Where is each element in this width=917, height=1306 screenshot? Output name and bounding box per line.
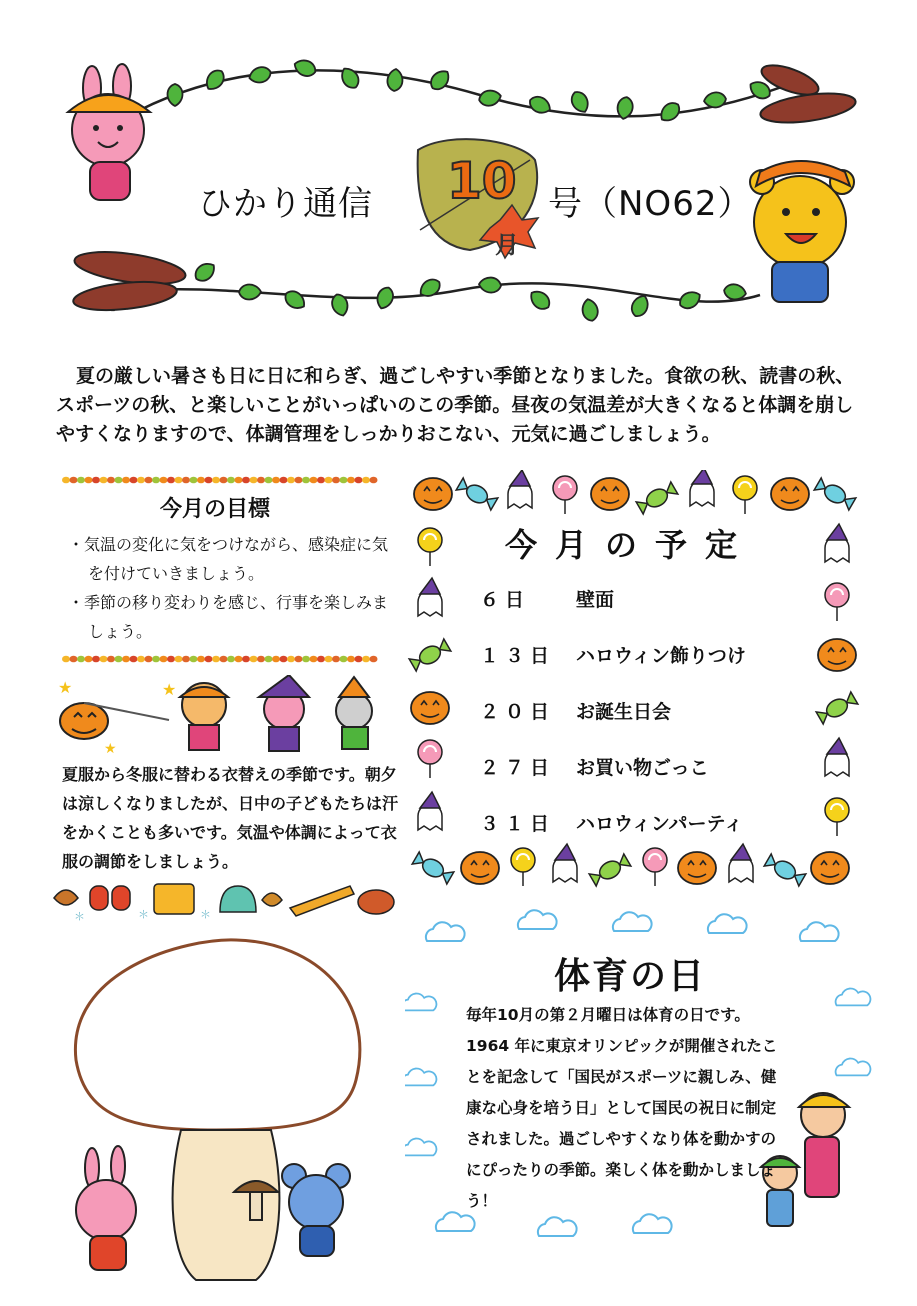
leaf-dot-icon	[362, 477, 370, 484]
vine-leaf-icon	[338, 65, 362, 92]
leaf-dot-icon	[85, 477, 93, 484]
leaf-dot-icon	[332, 477, 340, 484]
leaf-dot-icon	[107, 656, 115, 663]
leaf-dot-icon	[145, 477, 153, 484]
bunny-character-icon	[68, 64, 150, 200]
wrapped-candy-icon	[456, 477, 499, 511]
leaf-dot-icon	[235, 656, 243, 663]
schedule-row	[480, 697, 671, 724]
leaf-dot-icon	[302, 656, 310, 663]
leaf-dot-icon	[190, 656, 198, 663]
leaf-icon	[262, 893, 282, 906]
leaf-dot-icon	[152, 477, 160, 484]
leaf-dot-icon	[265, 656, 273, 663]
leaf-dot-icon	[70, 477, 78, 484]
jack-o-lantern-icon	[60, 703, 108, 739]
leaf-dot-icon	[257, 477, 265, 484]
cloud-icon	[538, 1217, 577, 1236]
leaf-dot-icon	[145, 656, 153, 663]
leaf-dot-icon	[100, 477, 108, 484]
vine-leaf-icon	[677, 288, 703, 312]
mushroom-frame-illustration	[56, 930, 401, 1300]
leaf-dot-icon	[280, 477, 288, 484]
svg-text:＊: ＊	[200, 908, 211, 921]
lollipop-icon	[511, 848, 535, 886]
vine-leaf-icon	[427, 67, 453, 93]
lollipop-icon	[825, 798, 849, 836]
goals-heading: 今月の目標	[160, 497, 271, 522]
ghost-witch-icon	[418, 578, 442, 616]
leaf-dot-icon	[190, 477, 198, 484]
leaf-dot-icon	[220, 656, 228, 663]
vine-leaf-icon	[202, 67, 227, 94]
leaf-icon	[54, 890, 78, 905]
leaf-dot-icon	[272, 656, 280, 663]
bunny-character-icon	[76, 1146, 136, 1270]
star-icon: ★	[58, 678, 73, 697]
leaf-dot-icon	[77, 656, 85, 663]
knit-hat-icon	[220, 886, 256, 912]
ghost-witch-icon	[825, 738, 849, 776]
leaf-dot-icon	[362, 656, 370, 663]
ghost-witch-icon	[418, 792, 442, 830]
leaf-dot-icon	[325, 656, 333, 663]
leaf-dot-icon	[280, 656, 288, 663]
leaf-dot-icon	[242, 477, 250, 484]
lollipop-icon	[733, 476, 757, 514]
leaf-dot-icon	[302, 477, 310, 484]
leaf-dot-icon	[355, 656, 363, 663]
schedule-event: お買い物ごっこ	[576, 757, 709, 779]
leaf-dot-icon	[137, 477, 145, 484]
schedule-event: 壁面	[576, 589, 615, 611]
cloud-icon	[708, 914, 747, 933]
leaf-dot-icon	[70, 656, 78, 663]
jack-o-lantern-icon	[411, 692, 449, 724]
leaf-dot-icon	[130, 477, 138, 484]
leaf-dot-icon	[347, 477, 355, 484]
wrapped-candy-icon	[636, 481, 679, 515]
vine-leaf-icon	[568, 89, 591, 115]
jack-o-lantern-icon	[591, 478, 629, 510]
schedule-event: お誕生日会	[576, 701, 672, 723]
jack-o-lantern-icon	[461, 852, 499, 884]
leaf-dot-icon	[167, 656, 175, 663]
halloween-parade-illustration	[54, 675, 389, 755]
wrapped-candy-icon	[764, 853, 807, 887]
leaf-dot-icon	[115, 477, 123, 484]
vine-leaf-icon	[387, 68, 404, 91]
issue-month-number: 10	[447, 152, 517, 210]
leaf-dot-icon	[92, 656, 100, 663]
schedule-row	[480, 753, 709, 780]
schedule-day: １３日	[480, 645, 556, 667]
wrapped-candy-icon	[409, 638, 452, 672]
leaf-dot-icon	[77, 477, 85, 484]
leaf-dot-icon	[62, 656, 70, 663]
vine-leaf-icon	[580, 298, 599, 323]
leaf-dot-icon	[325, 477, 333, 484]
star-icon: ★	[162, 680, 177, 699]
leaf-dot-icon	[182, 477, 190, 484]
cloud-icon	[426, 922, 465, 941]
cloud-icon	[518, 910, 557, 929]
leaf-dot-icon	[107, 477, 115, 484]
jack-o-lantern-icon	[818, 639, 856, 671]
sweet-potato-icon	[72, 278, 178, 315]
leaf-dot-divider	[60, 652, 382, 666]
leaf-dot-icon	[227, 656, 235, 663]
lollipop-icon	[825, 583, 849, 621]
goals-list	[68, 530, 398, 646]
leaf-dot-icon	[272, 477, 280, 484]
leaf-dot-icon	[197, 656, 205, 663]
leaf-dot-icon	[115, 656, 123, 663]
goal-item: ・季節の移り変わりを感じ、行事を楽しみましょう。	[68, 593, 389, 641]
witch-bunny-icon	[259, 675, 309, 751]
leaf-dot-icon	[100, 656, 108, 663]
leaf-dot-icon	[257, 656, 265, 663]
leaf-dot-icon	[287, 477, 295, 484]
leaf-dot-icon	[175, 656, 183, 663]
cloud-icon	[800, 922, 839, 941]
cloud-icon	[836, 1058, 871, 1075]
issue-month-label: 月	[495, 231, 519, 259]
bear-character-icon	[750, 161, 854, 302]
leaf-dot-icon	[122, 656, 130, 663]
vine-leaf-icon	[657, 99, 683, 125]
leaf-dot-icon	[295, 477, 303, 484]
leaf-dot-icon	[227, 477, 235, 484]
mittens-icon	[90, 886, 130, 910]
vine-leaf-icon	[479, 277, 502, 293]
schedule-day: ２７日	[480, 757, 556, 779]
wrapped-candy-icon	[816, 691, 859, 725]
autumn-clothes-row	[50, 878, 395, 922]
sports-day-heading: 体育の日	[553, 956, 706, 997]
goal-item: ・気温の変化に気をつけながら、感染症に気を付けていきましょう。	[68, 535, 389, 583]
lollipop-icon	[418, 740, 442, 778]
leaf-dot-icon	[130, 656, 138, 663]
vine-leaf-icon	[527, 287, 553, 313]
wrapped-candy-icon	[589, 853, 632, 887]
leaf-dot-icon	[197, 477, 205, 484]
leaf-dot-icon	[85, 656, 93, 663]
leaf-dot-icon	[265, 477, 273, 484]
leaf-dot-icon	[212, 656, 220, 663]
vine-leaf-icon	[629, 293, 652, 319]
leaf-dot-icon	[152, 656, 160, 663]
leaf-dot-icon	[220, 477, 228, 484]
ghost-witch-icon	[508, 470, 532, 508]
cloud-icon	[633, 1214, 672, 1233]
schedule-event: ハロウィン飾りつけ	[576, 645, 746, 667]
leaf-dot-icon	[250, 656, 258, 663]
schedule-row	[480, 585, 614, 612]
ghost-witch-icon	[729, 844, 753, 882]
leaf-dot-icon	[355, 477, 363, 484]
leaf-dot-icon	[370, 477, 378, 484]
schedule-heading: 今月の予定	[504, 526, 755, 564]
beret-hat-icon	[358, 890, 394, 914]
mushroom-stem	[173, 1130, 280, 1280]
vine-leaf-icon	[168, 84, 183, 106]
wrapped-candy-icon	[814, 477, 857, 511]
leaf-dot-icon	[287, 656, 295, 663]
sports-day-text: 毎年10月の第２月曜日は体育の日です。1964 年に東京オリンピックが開催されたことを記念して「国民がスポーツに親しみ、健康な心身を培う日」として国民の祝日に制定されました。過ごしやすくなり体を動かすのにぴったりの季節。楽しく体を動かしましょう！	[466, 1006, 778, 1210]
intro-paragraph: 夏の厳しい暑さも日に日に和らぎ、過ごしやすい季節となりました。食欲の秋、読書の秋、スポーツの秋、と楽しいことがいっぱいのこの季節。昼夜の気温差が大きくなると体調を崩しやすくなりますので、体調管理をしっかりおこない、元気に過ごしましょう。	[56, 365, 855, 445]
jack-o-lantern-icon	[678, 852, 716, 884]
leaf-dot-icon	[182, 656, 190, 663]
leaf-dot-icon	[92, 477, 100, 484]
leaf-dot-icon	[242, 656, 250, 663]
ghost-witch-icon	[553, 844, 577, 882]
schedule-row	[480, 641, 746, 668]
vine-leaf-icon	[239, 284, 261, 299]
jack-o-lantern-icon	[414, 478, 452, 510]
vine-leaf-icon	[192, 259, 219, 284]
leaf-dot-icon	[317, 477, 325, 484]
vine-leaf-icon	[292, 57, 318, 79]
leaf-dot-icon	[205, 477, 213, 484]
wrapped-candy-icon	[412, 851, 455, 885]
schedule-day: ２０日	[480, 701, 556, 723]
mushroom-cap	[75, 940, 359, 1130]
leaf-dot-icon	[295, 656, 303, 663]
leaf-dot-icon	[205, 656, 213, 663]
svg-text:＊: ＊	[74, 910, 85, 922]
issue-number: 号（NO62）	[548, 184, 753, 224]
schedule-row	[480, 809, 743, 836]
seasonal-clothing-note: 夏服から冬服に替わる衣替えの季節です。朝夕は涼しくなりましたが、日中の子どもたちは汗をかくことも多いです。気温や体調によって衣服の調節をしましょう。	[62, 765, 399, 871]
ghost-witch-icon	[690, 470, 714, 506]
schedule-day: ６日	[480, 589, 531, 611]
leaf-dot-divider	[60, 473, 382, 487]
star-icon: ★	[104, 741, 117, 755]
vine-leaf-icon	[282, 287, 309, 312]
svg-text:＊: ＊	[138, 908, 149, 921]
leaf-dot-icon	[175, 477, 183, 484]
leaf-dot-icon	[137, 656, 145, 663]
leaf-dot-icon	[62, 477, 70, 484]
jack-o-lantern-icon	[811, 852, 849, 884]
leaf-dot-icon	[160, 477, 168, 484]
cloud-icon	[836, 988, 871, 1005]
leaf-dot-icon	[310, 656, 318, 663]
vine-leaf-icon	[703, 91, 726, 108]
leaf-dot-icon	[340, 477, 348, 484]
leaf-dot-icon	[160, 656, 168, 663]
leaf-dot-icon	[310, 477, 318, 484]
leaf-dot-icon	[332, 656, 340, 663]
newsletter-title: ひかり通信	[198, 184, 373, 224]
cloud-icon	[613, 912, 652, 931]
vine-top	[140, 70, 800, 116]
schedule-event: ハロウィンパーティ	[576, 813, 744, 835]
leaf-dot-icon	[347, 656, 355, 663]
vine-leaf-icon	[374, 285, 396, 311]
scarf-icon	[290, 886, 354, 916]
schedule-day: ３１日	[480, 813, 556, 835]
lollipop-icon	[553, 476, 577, 514]
leaf-dot-icon	[235, 477, 243, 484]
scarecrow-kid-icon	[180, 683, 228, 750]
leaf-dot-icon	[167, 477, 175, 484]
leaf-dot-icon	[340, 656, 348, 663]
mouse-wizard-icon	[336, 677, 372, 749]
mouse-character-icon	[282, 1164, 350, 1256]
leaf-dot-icon	[370, 656, 378, 663]
leaf-dot-icon	[122, 477, 130, 484]
vine-leaf-icon	[478, 89, 502, 108]
leaf-dot-icon	[250, 477, 258, 484]
leaf-dot-icon	[317, 656, 325, 663]
leaf-dot-icon	[212, 477, 220, 484]
sweater-icon	[154, 884, 194, 914]
vine-leaf-icon	[247, 65, 272, 85]
cloud-icon	[405, 1138, 436, 1155]
lollipop-icon	[643, 848, 667, 886]
jack-o-lantern-icon	[771, 478, 809, 510]
cloud-icon	[405, 1068, 436, 1085]
vine-leaf-icon	[527, 93, 553, 116]
